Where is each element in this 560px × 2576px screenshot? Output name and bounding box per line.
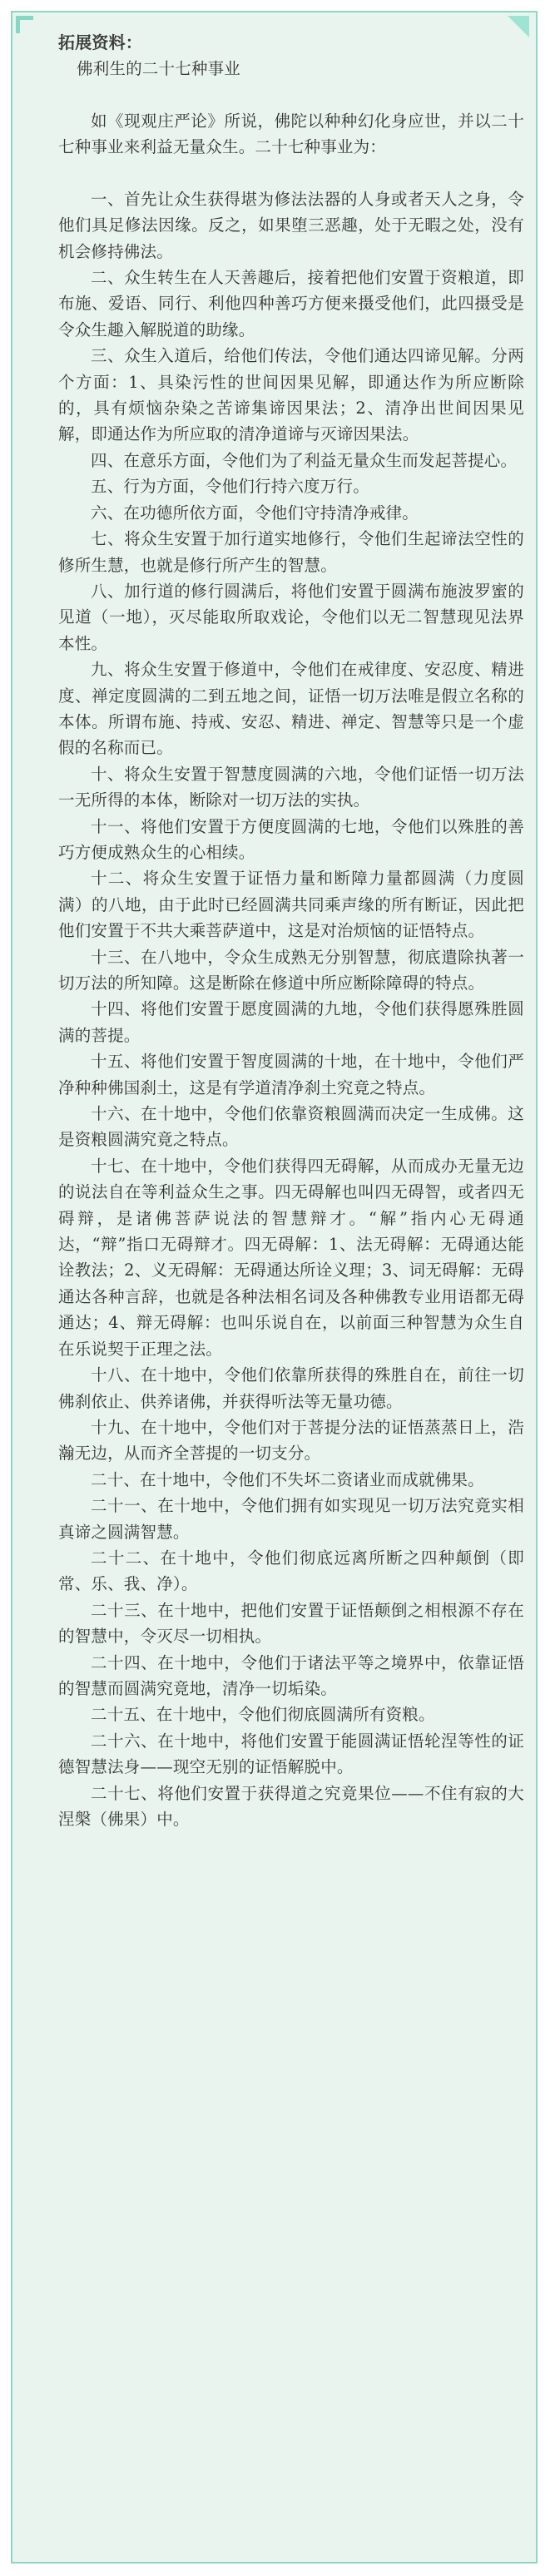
deed-item: 十一、将他们安置于方便度圆满的七地，令他们以殊胜的善巧方便成熟众生的心相续。 [58, 816, 524, 862]
deed-item: 二十三、在十地中，把他们安置于证悟颠倒之相根源不存在的智慧中，令灭尽一切相执。 [58, 1600, 524, 1647]
deed-item: 十三、在八地中，令众生成熟无分别智慧，彻底遣除执著一切万法的所知障。这是断除在修道中所应断除障碍的特点。 [58, 947, 524, 993]
deed-item: 二十四、在十地中，令他们于诸法平等之境界中，依靠证悟的智慧而圆满究竟地，清净一切垢染。 [58, 1652, 524, 1698]
deed-item: 三、众生入道后，给他们传法，令他们通达四谛见解。分两个方面：1、具染污性的世间因果见解，即通达作为所应断除的，具有烦恼杂染之苦谛集谛因果法；2、清净出世间因果见解，即通达作为所应取的清净道谛与灭谛因果法。 [58, 346, 524, 444]
intro-paragraph: 如《现观庄严论》所说，佛陀以种种幻化身应世，并以二十七种事业来利益无量众生。二十七种事业为： [58, 111, 524, 157]
deed-item: 二十一、在十地中，令他们拥有如实现见一切万法究竟实相真谛之圆满智慧。 [58, 1496, 524, 1542]
deed-item: 六、在功德所依方面，令他们守持清净戒律。 [91, 503, 419, 523]
deed-item: 二十六、在十地中，将他们安置于能圆满证悟轮涅等性的证德智慧法身——现空无别的证悟解脱中。 [58, 1731, 524, 1777]
deed-item: 二十、在十地中，令他们不失坏二资诸业而成就佛果。 [91, 1469, 484, 1489]
article-title: 拓展资料： [58, 32, 142, 52]
article-card [11, 11, 538, 2564]
deed-item: 五、行为方面，令他们行持六度万行。 [91, 477, 369, 497]
deed-item: 十六、在十地中，令他们依靠资粮圆满而决定一生成佛。这是资粮圆满究竟之特点。 [58, 1104, 524, 1150]
deed-item: 二十五、在十地中，令他们彻底圆满所有资粮。 [91, 1705, 435, 1725]
deed-list [58, 186, 524, 1833]
deed-item: 七、将众生安置于加行道实地修行，令他们生起谛法空性的修所生慧，也就是修行所产生的智慧。 [58, 529, 524, 575]
deed-item: 四、在意乐方面，令他们为了利益无量众生而发起菩提心。 [91, 450, 518, 470]
deed-item: 二十七、将他们安置于获得道之究竟果位——不住有寂的大涅槃（佛果）中。 [58, 1783, 524, 1829]
deed-item: 九、将众生安置于修道中，令他们在戒律度、安忍度、精进度、禅定度圆满的二到五地之间，证悟一切万法唯是假立名称的本体。所谓布施、持戒、安忍、精进、禅定、智慧等只是一个虚假的名称而已。 [58, 660, 524, 758]
deed-item: 八、加行道的修行圆满后，将他们安置于圆满布施波罗蜜的见道（一地），灭尽能取所取戏论，令他们以无二智慧现见法界本性。 [58, 581, 524, 653]
paragraph-gap [58, 161, 524, 186]
deed-item: 十七、在十地中，令他们获得四无碍解，从而成办无量无边的说法自在等利益众生之事。四无碍解也叫四无碍智，或者四无碍辩，是诸佛菩萨说法的智慧辩才。“解”指内心无碍通达，“辩”指口无碍辩才。四无碍解：1、法无碍解：无碍通达能诠教法；2、义无碍解：无碍通达所诠义理；3、词无碍解：无碍通达各种言辞，也就是各种法相名词及各种佛教专业用语都无碍通达；4、辩无碍解：也叫乐说自在，以前面三种智慧为众生自在乐说契于正理之法。 [58, 1156, 524, 1359]
deed-item: 十二、将众生安置于证悟力量和断障力量都圆满（力度圆满）的八地，由于此时已经圆满共同乘声缘的所有断证，因此把他们安置于不共大乘菩萨道中，这是对治烦恼的证悟特点。 [58, 869, 524, 941]
deed-item: 十五、将他们安置于智度圆满的十地，在十地中，令他们严净种种佛国刹土，这是有学道清净刹土究竟之特点。 [58, 1052, 524, 1097]
deed-item: 十九、在十地中，令他们对于菩提分法的证悟蒸蒸日上，浩瀚无边，从而齐全菩提的一切支分。 [58, 1417, 524, 1464]
article-subtitle: 佛利生的二十七种事业 [77, 59, 241, 78]
deed-item: 二十二、在十地中，令他们彻底远离所断之四种颠倒（即常、乐、我、净）。 [58, 1548, 524, 1594]
deed-item: 十四、将他们安置于愿度圆满的九地，令他们获得愿殊胜圆满的菩提。 [58, 999, 524, 1045]
deed-item: 一、首先让众生获得堪为修法法器的人身或者天人之身，令他们具足修法因缘。反之，如果堕三恶趣，处于无暇之处，没有机会修持佛法。 [58, 189, 524, 261]
deed-item: 二、众生转生在人天善趣后，接着把他们安置于资粮道，即布施、爱语、同行、利他四种善巧方便来摄受他们，此四摄受是令众生趣入解脱道的助缘。 [58, 268, 524, 339]
corner-decoration-top-left [16, 16, 33, 33]
deed-item: 十八、在十地中，令他们依靠所获得的殊胜自在，前往一切佛刹依止、供养诸佛，并获得听法等无量功德。 [58, 1365, 524, 1411]
article-content [58, 29, 524, 1832]
deed-item: 十、将众生安置于智慧度圆满的六地，令他们证悟一切万法一无所得的本体，断除对一切万法的实执。 [58, 764, 524, 810]
